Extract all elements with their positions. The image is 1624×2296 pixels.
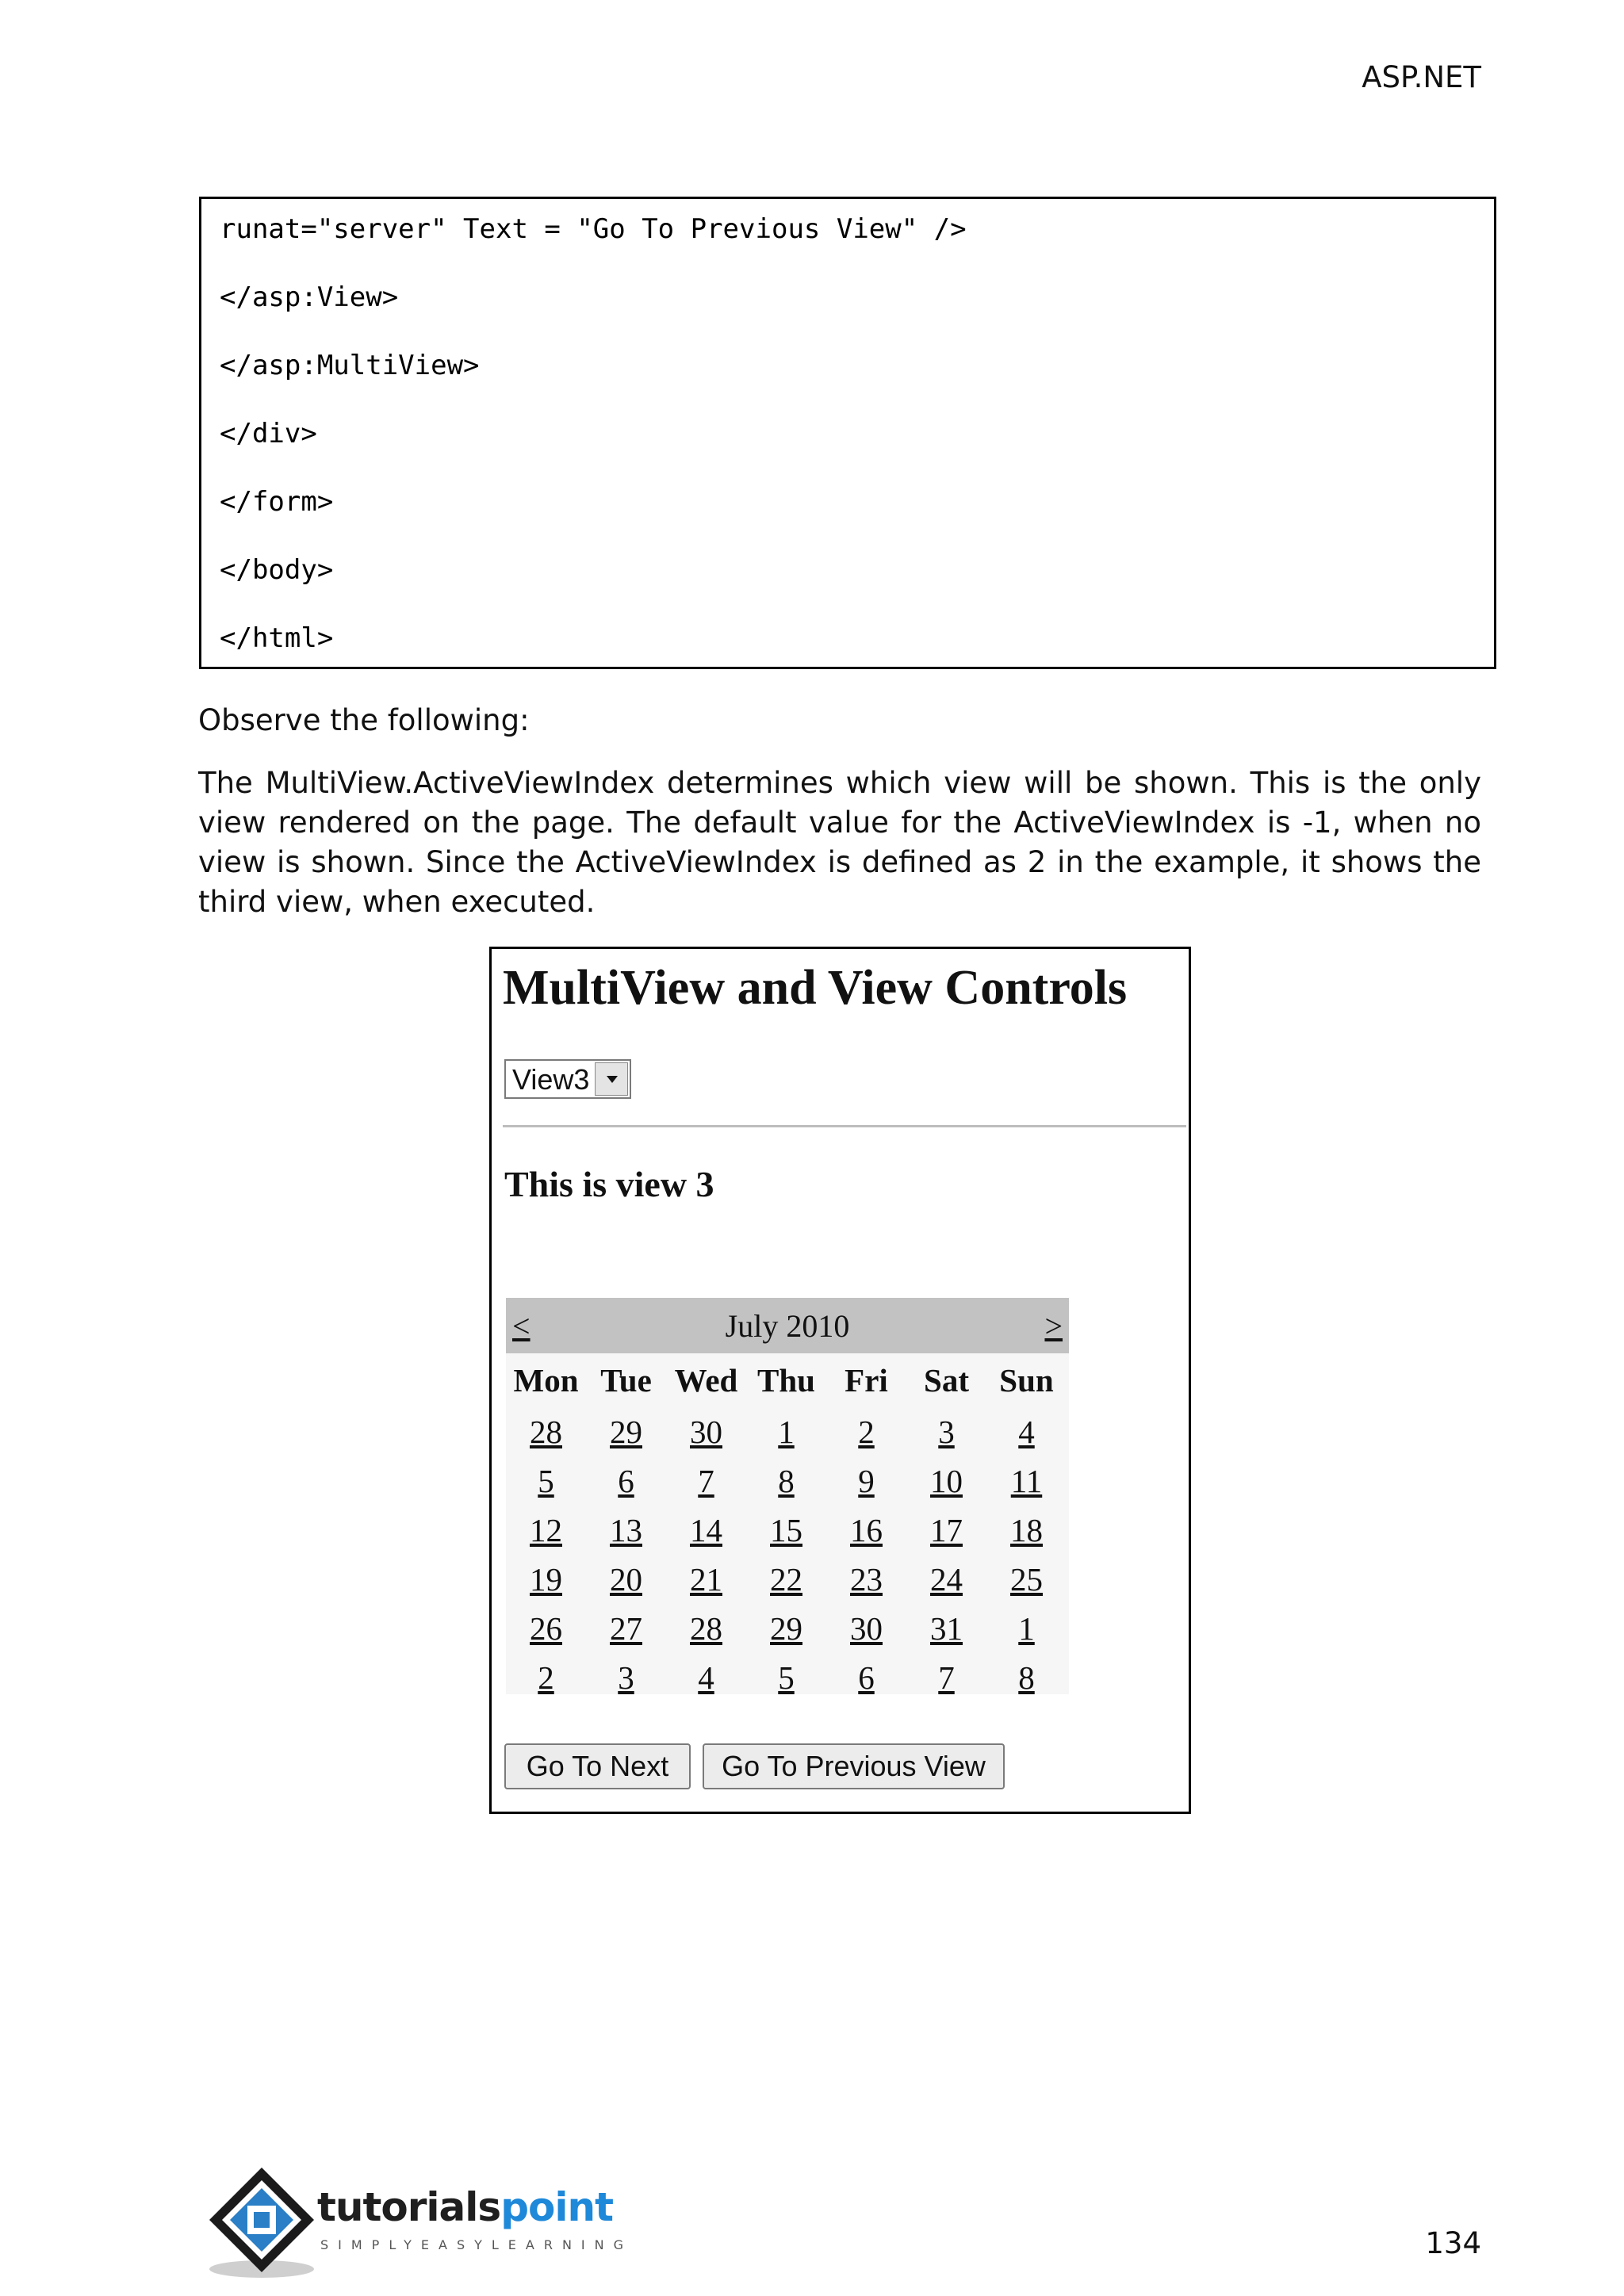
observe-heading: Observe the following: <box>198 703 530 737</box>
calendar-day[interactable]: 16 <box>850 1512 883 1548</box>
day-of-week-header: Sat <box>924 1362 969 1399</box>
calendar-day[interactable]: 30 <box>850 1610 883 1647</box>
page-number: 134 <box>1425 2226 1481 2260</box>
calendar-day[interactable]: 9 <box>858 1463 875 1499</box>
code-line: </html> <box>220 622 334 654</box>
day-of-week-header: Thu <box>757 1362 815 1399</box>
calendar-day[interactable]: 1 <box>1018 1610 1035 1647</box>
calendar-day[interactable]: 12 <box>530 1512 562 1548</box>
divider <box>503 1125 1186 1127</box>
calendar-day[interactable]: 21 <box>690 1561 722 1598</box>
calendar-day[interactable]: 5 <box>538 1463 554 1499</box>
code-block <box>199 197 1496 669</box>
calendar-day[interactable]: 2 <box>858 1414 875 1450</box>
code-line: </asp:MultiView> <box>220 350 480 381</box>
day-of-week-header: Mon <box>513 1362 579 1399</box>
go-to-previous-view-button[interactable]: Go To Previous View <box>703 1743 1005 1789</box>
calendar-day[interactable]: 18 <box>1010 1512 1043 1548</box>
calendar-day[interactable]: 7 <box>938 1659 955 1696</box>
code-line: </div> <box>220 418 317 450</box>
calendar-day[interactable]: 15 <box>770 1512 802 1548</box>
calendar-day[interactable]: 22 <box>770 1561 802 1598</box>
calendar-day[interactable]: 23 <box>850 1561 883 1598</box>
running-header: ASP.NET <box>1362 60 1481 94</box>
logo-tagline: SIMPLYEASYLEARNING <box>320 2237 634 2252</box>
logo-wordmark-b: point <box>500 2184 613 2230</box>
calendar-day[interactable]: 25 <box>1010 1561 1043 1598</box>
logo-wordmark <box>317 2184 613 2230</box>
body-paragraph: The MultiView.ActiveViewIndex determines which view will be shown. This is the only view rendered on the page. The default value for the ActiveViewIndex is -1, when no view is shown. Since the ActiveViewIndex is defined as 2 in the example, it shows the third view, when executed. <box>198 766 1481 919</box>
calendar-day[interactable]: 14 <box>690 1512 722 1548</box>
calendar-day[interactable]: 5 <box>778 1659 795 1696</box>
logo-wordmark-a: tutorials <box>317 2184 501 2230</box>
view-select-value: View3 <box>512 1063 590 1096</box>
chevron-down-icon[interactable] <box>595 1062 628 1096</box>
calendar-day[interactable]: 6 <box>858 1659 875 1696</box>
calendar-day[interactable]: 8 <box>778 1463 795 1499</box>
calendar-day[interactable]: 13 <box>610 1512 642 1548</box>
code-line: </asp:View> <box>220 281 399 313</box>
day-of-week-header: Wed <box>674 1362 738 1399</box>
calendar-day[interactable]: 28 <box>530 1414 562 1450</box>
calendar-day[interactable]: 29 <box>610 1414 642 1450</box>
calendar <box>506 1298 1069 1694</box>
calendar-month: July 2010 <box>725 1308 850 1344</box>
calendar-day[interactable]: 27 <box>610 1610 642 1647</box>
go-to-next-button[interactable]: Go To Next <box>504 1743 691 1789</box>
calendar-day[interactable]: 8 <box>1018 1659 1035 1696</box>
view-heading: This is view 3 <box>504 1164 714 1204</box>
calendar-day[interactable]: 11 <box>1010 1463 1043 1499</box>
calendar-day[interactable]: 26 <box>530 1610 562 1647</box>
multiview-screenshot <box>489 947 1191 1814</box>
calendar-day[interactable]: 3 <box>938 1414 955 1450</box>
calendar-day[interactable]: 6 <box>618 1463 634 1499</box>
calendar-day[interactable]: 19 <box>530 1561 562 1598</box>
calendar-day[interactable]: 31 <box>930 1610 963 1647</box>
calendar-day[interactable]: 3 <box>618 1659 634 1696</box>
page-title: MultiView and View Controls <box>503 961 1128 1015</box>
calendar-day[interactable]: 10 <box>930 1463 963 1499</box>
code-line: runat="server" Text = "Go To Previous View" /> <box>220 213 967 245</box>
view-select[interactable] <box>504 1059 631 1099</box>
day-of-week-header: Sun <box>999 1362 1054 1399</box>
calendar-day[interactable]: 4 <box>698 1659 714 1696</box>
calendar-day[interactable]: 30 <box>690 1414 722 1450</box>
day-of-week-header: Fri <box>845 1362 888 1399</box>
calendar-day[interactable]: 24 <box>930 1561 963 1598</box>
calendar-title-bar <box>506 1298 1069 1353</box>
calendar-day[interactable]: 7 <box>698 1463 714 1499</box>
calendar-day[interactable]: 29 <box>770 1610 802 1647</box>
calendar-day[interactable]: 20 <box>610 1561 642 1598</box>
calendar-day[interactable]: 2 <box>538 1659 554 1696</box>
calendar-day[interactable]: 4 <box>1018 1414 1035 1450</box>
calendar-day[interactable]: 28 <box>690 1610 722 1647</box>
day-of-week-header: Tue <box>600 1362 652 1399</box>
calendar-day[interactable]: 17 <box>930 1512 963 1548</box>
calendar-day[interactable]: 1 <box>778 1414 795 1450</box>
prev-month-link[interactable]: < <box>512 1308 530 1344</box>
code-line: </form> <box>220 486 334 518</box>
next-month-link[interactable]: > <box>1044 1308 1063 1344</box>
code-line: </body> <box>220 554 334 586</box>
